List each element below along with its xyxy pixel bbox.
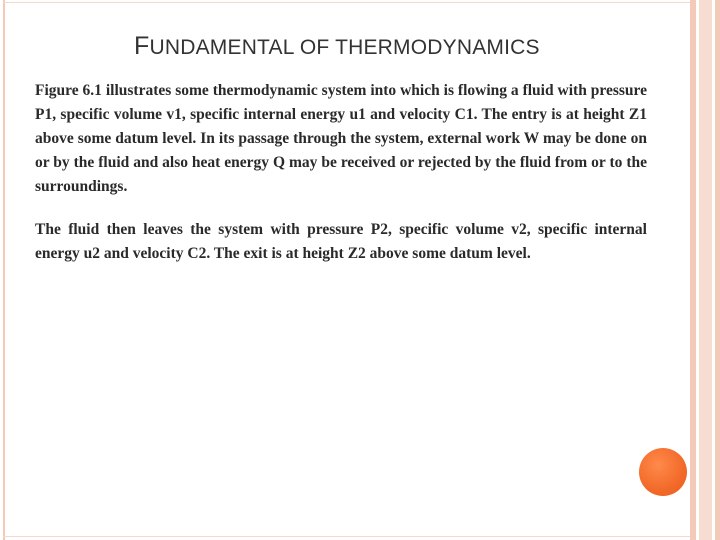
right-inner-stripe	[699, 0, 712, 540]
orange-circle-decoration	[639, 448, 687, 496]
paragraph-1: Figure 6.1 illustrates some thermodynamic system into which is flowing a fluid with pressure P1, specific volume v1, specific internal energy u1 and velocity C1. The entry is at height Z1 above some datum level. In its passage through the system, external work W may be done on or by the fluid and also heat energy Q may be received or rejected by the fluid from or to the surroundings.	[35, 82, 647, 195]
bottom-border-line	[3, 536, 690, 537]
slide-title-initial: F	[134, 32, 150, 60]
left-border-line	[3, 0, 5, 540]
paragraph-2: The fluid then leaves the system with pressure P2, specific volume v2, specific internal energy u2 and velocity C2. The exit is at height Z2 above some datum level.	[35, 221, 647, 262]
top-border-line	[3, 2, 690, 3]
stripe-gap-left	[696, 0, 699, 540]
slide-title	[134, 32, 540, 61]
slide-title-rest: UNDAMENTAL OF THERMODYNAMICS	[149, 36, 540, 59]
stripe-gap-right	[712, 0, 715, 540]
